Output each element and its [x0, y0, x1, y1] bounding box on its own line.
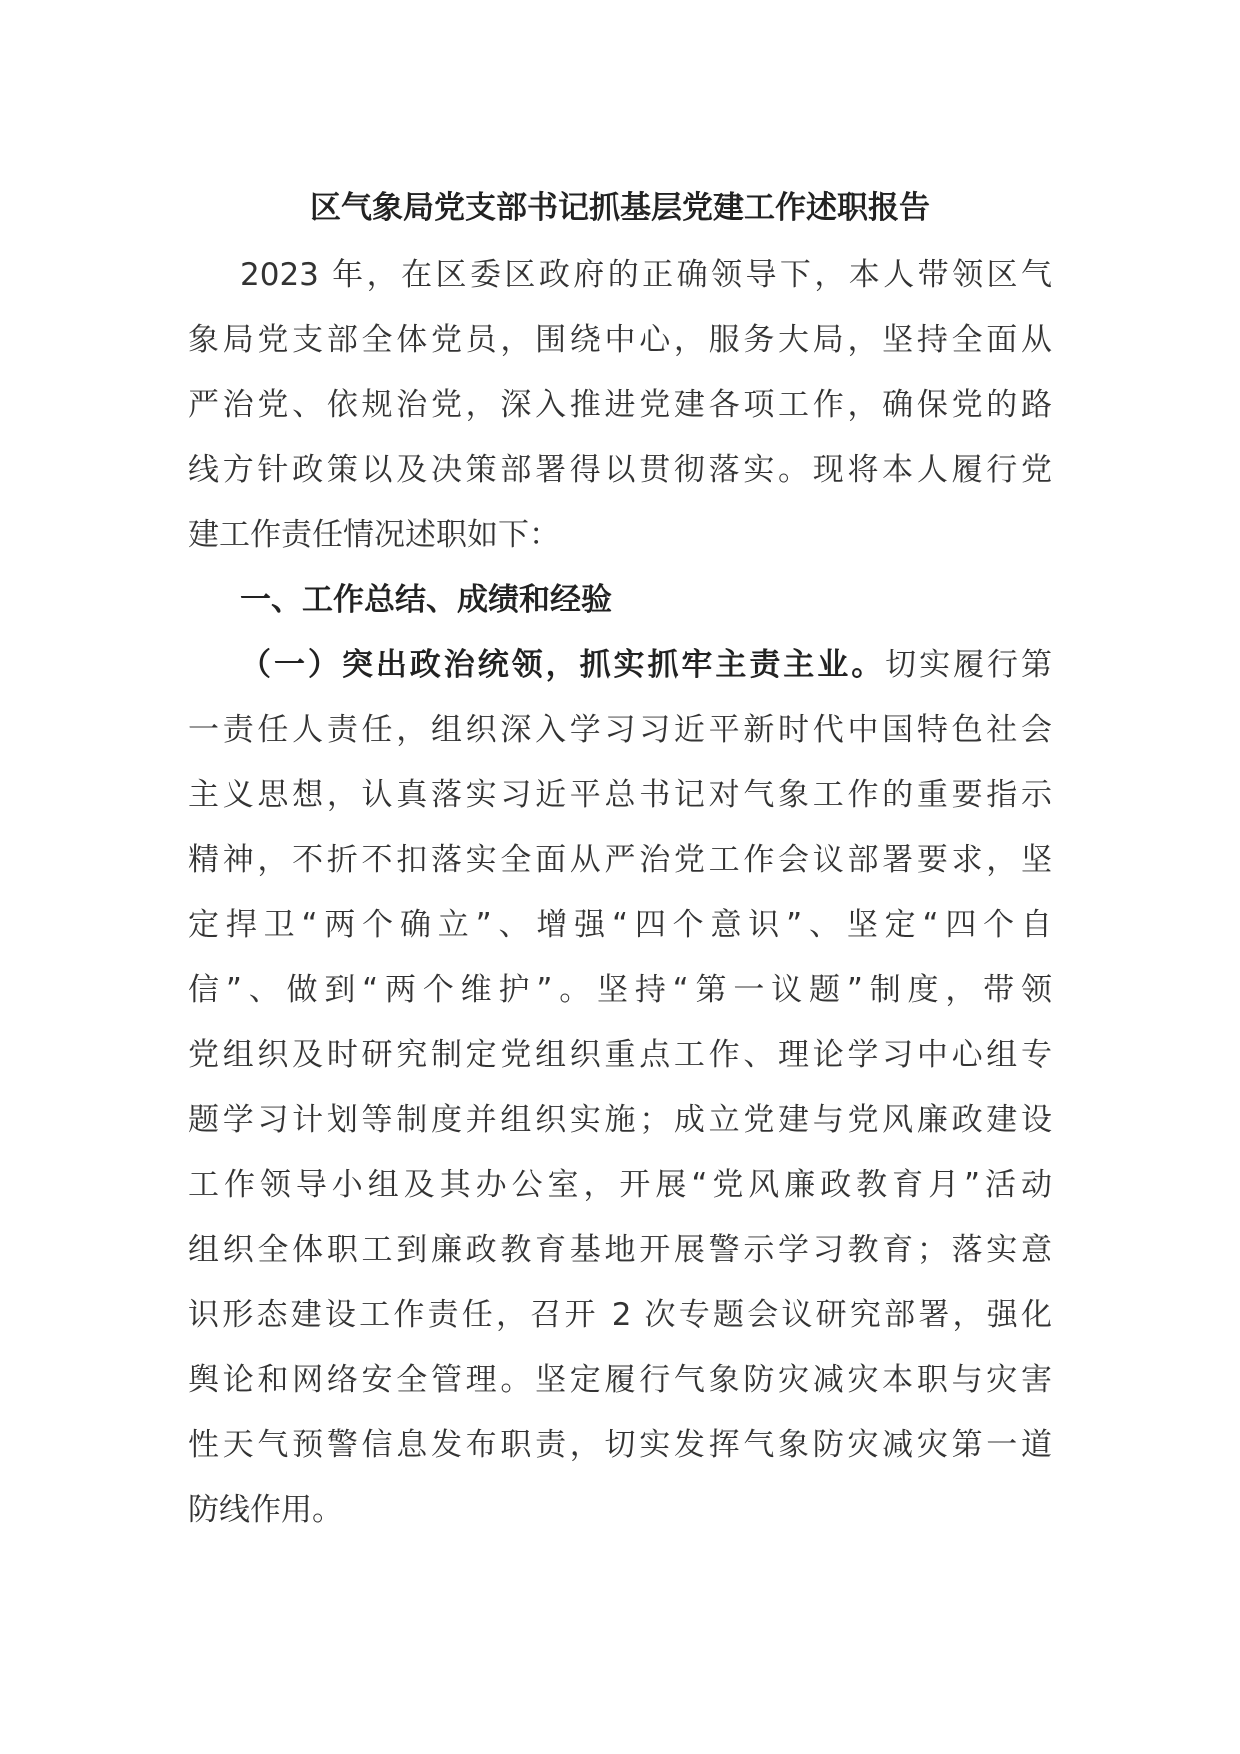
body-line: 防线作用。 [188, 1492, 343, 1528]
document-title: 区气象局党支部书记抓基层党建工作述职报告 [310, 190, 930, 226]
body-line: 舆论和网络安全管理。坚定履行气象防灾减灾本职与灾害 [188, 1362, 1052, 1398]
body-line: 精神，不折不扣落实全面从严治党工作会议部署要求，坚 [188, 842, 1052, 878]
body-line: 识形态建设工作责任，召开 2 次专题会议研究部署，强化 [188, 1297, 1052, 1333]
intro-line: 象局党支部全体党员，围绕中心，服务大局，坚持全面从 [188, 322, 1052, 358]
body-line: 主义思想，认真落实习近平总书记对气象工作的重要指示 [188, 777, 1052, 813]
body-line: 组织全体职工到廉政教育基地开展警示学习教育；落实意 [188, 1232, 1052, 1268]
subsection-text: 切实履行第 [885, 647, 1052, 683]
subsection-first-line [188, 642, 1052, 707]
intro-line: 2023 年，在区委区政府的正确领导下，本人带领区气 [240, 257, 1052, 293]
body-line: 党组织及时研究制定党组织重点工作、理论学习中心组专 [188, 1037, 1052, 1073]
body-line: 性天气预警信息发布职责，切实发挥气象防灾减灾第一道 [188, 1427, 1052, 1463]
body-line: 定捍卫“两个确立”、增强“四个意识”、坚定“四个自 [188, 907, 1052, 943]
intro-line: 线方针政策以及决策部署得以贯彻落实。现将本人履行党 [188, 452, 1052, 488]
body-line: 信”、做到“两个维护”。坚持“第一议题”制度，带领 [188, 972, 1052, 1008]
body-line: 一责任人责任，组织深入学习习近平新时代中国特色社会 [188, 712, 1052, 748]
body-line: 工作领导小组及其办公室，开展“党风廉政教育月”活动 [188, 1167, 1052, 1203]
intro-line: 建工作责任情况述职如下： [188, 517, 560, 553]
subsection-heading: （一）突出政治统领，抓实抓牢主责主业。 [240, 647, 886, 683]
document-body [188, 252, 1052, 1552]
body-line: 题学习计划等制度并组织实施；成立党建与党风廉政建设 [188, 1102, 1052, 1138]
intro-line: 严治党、依规治党，深入推进党建各项工作，确保党的路 [188, 387, 1052, 423]
section-heading: 一、工作总结、成绩和经验 [240, 582, 612, 618]
